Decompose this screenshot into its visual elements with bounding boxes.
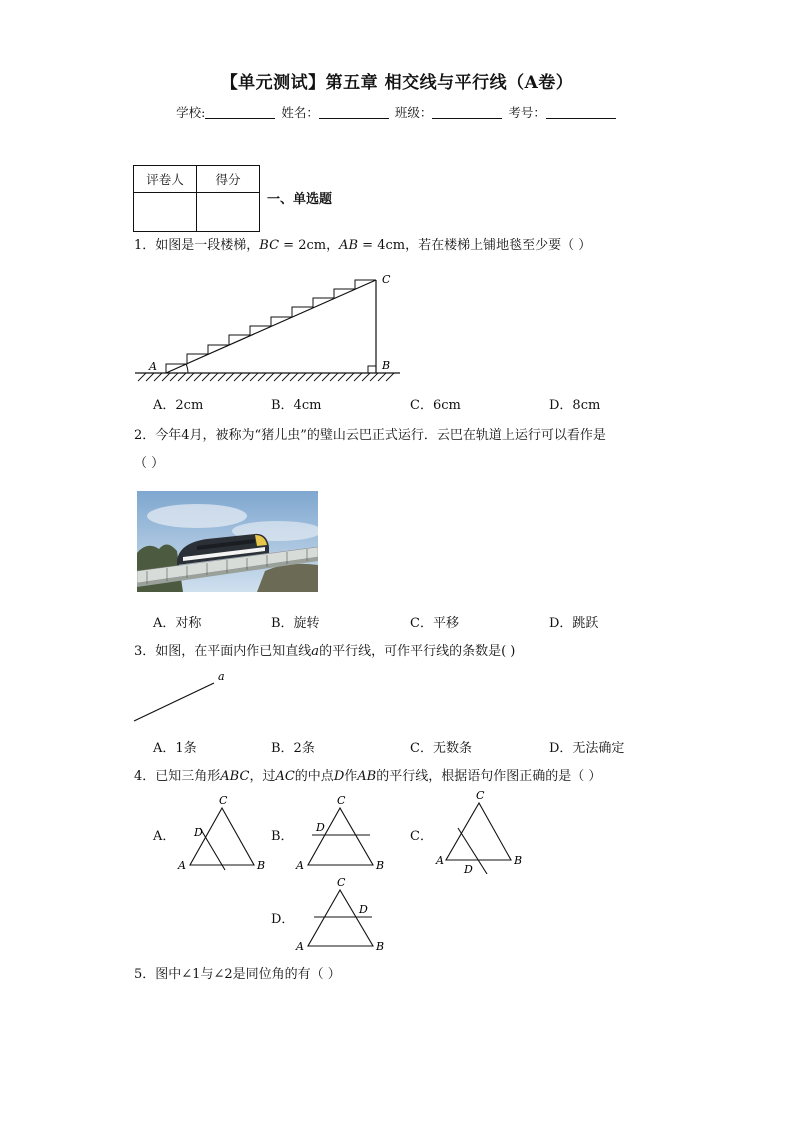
q4-figure-d	[308, 890, 373, 946]
svg-text:B: B	[514, 854, 523, 867]
q4-figure-b	[308, 808, 373, 865]
label-A: A	[149, 360, 157, 373]
section-heading: 一、单选题	[267, 192, 333, 207]
svg-text:D: D	[359, 903, 368, 916]
svg-text:C: C	[337, 794, 346, 807]
question-1-text: 1．如图是一段楼梯，BC = 2cm，AB = 4cm，若在楼梯上铺地毯至少要（ ）	[134, 238, 592, 253]
svg-text:A: A	[296, 940, 304, 953]
label-C: C	[382, 273, 391, 286]
q3-option-c[interactable]: C．无数条	[410, 741, 472, 756]
q4-figure-a	[190, 808, 254, 870]
svg-text:C: C	[219, 794, 228, 807]
svg-text:D: D	[194, 826, 203, 839]
q3-option-b[interactable]: B．2条	[271, 741, 315, 756]
school-label: 学校:	[176, 105, 206, 120]
question-5-text: 5．图中∠1与∠2是同位角的有（ ）	[134, 967, 341, 982]
svg-text:D: D	[316, 821, 325, 834]
q4-option-b[interactable]: B．	[271, 829, 294, 844]
q2-option-d[interactable]: D．跳跃	[549, 616, 599, 631]
svg-text:B: B	[376, 940, 385, 953]
q1-option-c[interactable]: C．6cm	[410, 398, 461, 413]
q1-option-a[interactable]: A．2cm	[153, 398, 204, 413]
q3-option-d[interactable]: D．无法确定	[549, 741, 625, 756]
question-2-text-line2: （ ）	[134, 456, 165, 471]
q1-option-d[interactable]: D．8cm	[549, 398, 601, 413]
line-a-label: a	[218, 670, 225, 683]
q2-option-a[interactable]: A．对称	[153, 616, 202, 631]
svg-text:B: B	[257, 859, 266, 872]
q2-option-c[interactable]: C．平移	[410, 616, 459, 631]
question-2-text: 2．今年4月，被称为“猪儿虫”的璧山云巴正式运行．云巴在轨道上运行可以看作是	[134, 428, 606, 443]
q1-option-b[interactable]: B．4cm	[271, 398, 322, 413]
q4-option-c[interactable]: C．	[410, 829, 433, 844]
question-4-text: 4．已知三角形ABC，过AC的中点D作AB的平行线，根据语句作图正确的是（ ）	[134, 769, 602, 784]
q4-option-d[interactable]: D．	[271, 912, 295, 927]
svg-text:C: C	[476, 789, 485, 802]
q3-option-a[interactable]: A．1条	[153, 741, 197, 756]
q2-option-b[interactable]: B．旋转	[271, 616, 320, 631]
grader-header: 评卷人	[134, 166, 197, 193]
question-3-text: 3．如图，在平面内作已知直线a的平行线，可作平行线的条数是( )	[134, 644, 516, 659]
svg-text:A: A	[296, 859, 304, 872]
svg-text:A: A	[178, 859, 186, 872]
q4-option-a[interactable]: A．	[153, 829, 176, 844]
name-label: 姓名：	[281, 105, 319, 120]
exam-number-label: 考号：	[508, 105, 546, 120]
class-label: 班级：	[394, 105, 433, 120]
svg-text:B: B	[376, 859, 385, 872]
q4-figure-c	[446, 803, 511, 874]
page-title: 【单元测试】第五章 相交线与平行线（A卷）	[220, 73, 574, 93]
label-B: B	[382, 359, 391, 372]
svg-text:D: D	[464, 863, 473, 876]
svg-text:C: C	[337, 876, 346, 889]
score-header: 得分	[197, 166, 260, 193]
svg-text:A: A	[436, 854, 444, 867]
